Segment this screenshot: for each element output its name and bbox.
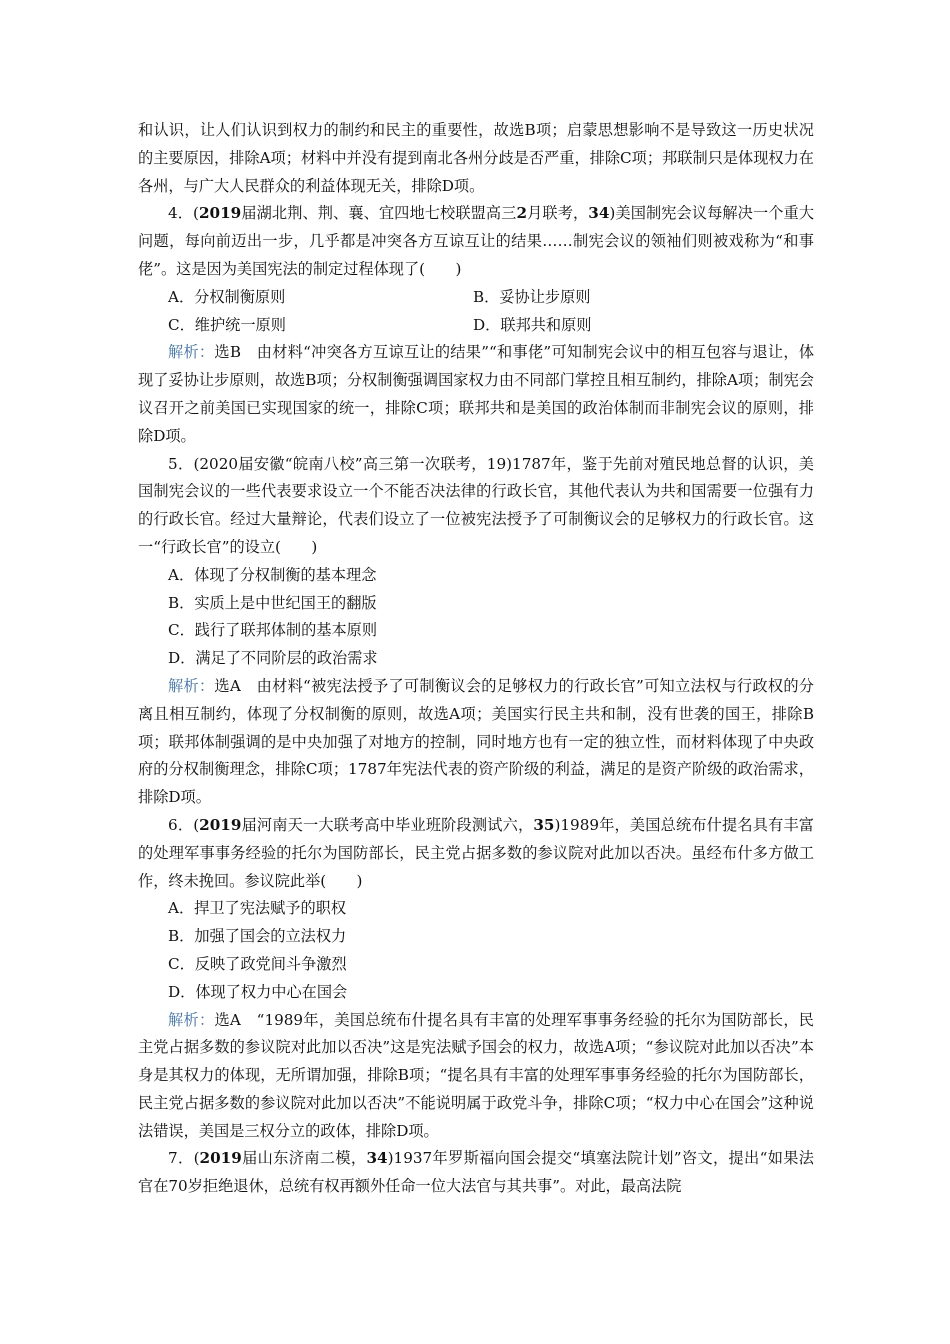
question-4-analysis: 解析：选B 由材料“冲突各方互谅互让的结果”“和事佬”可知制宪会议中的相互包容与退让，体现了妥协让步原则，故选B项；分权制衡强调国家权力由不同部门掌控且相互制约，排除A项；制宪会议召开之前美国已实现国家的统一，排除C项；联邦共和是美国的政治体制而非制宪会议的原则，排除D项。 <box>138 343 815 445</box>
analysis-label: 解析： <box>168 676 215 695</box>
question-6-option-a: A．捍卫了宪法赋予的职权 <box>168 899 347 918</box>
question-4-options-row-2 <box>138 312 814 340</box>
option-d: D．联邦共和原则 <box>473 315 592 334</box>
option-c: C．维护统一原则 <box>168 315 286 334</box>
question-5-option-a: A．体现了分权制衡的基本理念 <box>168 565 377 584</box>
analysis-label: 解析： <box>168 1010 215 1029</box>
document-body <box>138 117 814 1201</box>
analysis-label: 解析： <box>168 343 215 362</box>
question-5-option-d: D．满足了不同阶层的政治需求 <box>168 649 378 668</box>
question-6-analysis: 解析：选A “1989年，美国总统布什提名具有丰富的处理军事事务经验的托尔为国防部长，民主党占据多数的参议院对此加以否决”这是宪法赋予国会的权力，故选A项；“参议院对此加以否决”本身是其权力的体现，无所谓加强，排除B项；“提名具有丰富的处理军事事务经验的托尔为国防部长，民主党占据多数的参议院对此加以否决”不能说明属于政党斗争，排除C项；“权力中心在国会”这种说法错误，美国是三权分立的政体，排除D项。 <box>138 1010 814 1140</box>
question-5-option-c: C．践行了联邦体制的基本原则 <box>168 621 378 640</box>
question-6-option-d: D．体现了权力中心在国会 <box>168 982 348 1001</box>
question-4-stem: 4．(2019届湖北荆、荆、襄、宜四地七校联盟高三2月联考，34)美国制宪会议每解决一个重大问题，每向前迈出一步，几乎都是冲突各方互谅互让的结果……制宪会议的领袖们则被戏称为“和事佬”。这是因为美国宪法的制定过程体现了( ) <box>138 204 815 278</box>
question-5-stem: 5．(2020届安徽“皖南八校”高三第一次联考，19)1787年，鉴于先前对殖民地总督的认识，美国制宪会议的一些代表要求设立一个不能否决法律的行政长官，其他代表认为共和国需要一位强有力的行政长官。经过大量辩论，代表们设立了一位被宪法授予了可制衡议会的足够权力的行政长官。这一“行政长官”的设立( ) <box>138 454 814 556</box>
question-5-analysis: 解析：选A 由材料“被宪法授予了可制衡议会的足够权力的行政长官”可知立法权与行政权的分离且相互制约，体现了分权制衡的原则，故选A项；美国实行民主共和制，没有世袭的国王，排除B项；联邦体制强调的是中央加强了对地方的控制，同时地方也有一定的独立性，而材料体现了中央政府的分权制衡理念，排除C项；1787年宪法代表的资产阶级的利益，满足的是资产阶级的政治需求，排除D项。 <box>138 676 814 807</box>
question-6-option-b: B．加强了国会的立法权力 <box>168 927 347 946</box>
question-6-stem: 6．(2019届河南天一大联考高中毕业班阶段测试六，35)1989年，美国总统布什提名具有丰富的处理军事事务经验的托尔为国防部长，民主党占据多数的参议院对此加以否决。虽经布什多方做工作，终未挽回。参议院此举( ) <box>138 815 814 890</box>
continued-paragraph: 和认识，让人们认识到权力的制约和民主的重要性，故选B项；启蒙思想影响不是导致这一历史状况的主要原因，排除A项；材料中并没有提到南北各州分歧是否严重，排除C项；邦联制只是体现权力在各州，与广大人民群众的利益体现无关，排除D项。 <box>138 121 814 195</box>
question-5-option-b: B．实质上是中世纪国王的翻版 <box>168 593 377 612</box>
question-6-option-c: C．反映了政党间斗争激烈 <box>168 954 347 973</box>
question-7-stem: 7．(2019届山东济南二模，34)1937年罗斯福向国会提交“填塞法院计划”咨文，提出“如果法官在70岁拒绝退休，总统有权再额外任命一位大法官与其共事”。对此，最高法院 <box>138 1149 814 1196</box>
option-b: B．妥协让步原则 <box>473 287 591 306</box>
option-a: A．分权制衡原则 <box>168 287 286 306</box>
question-4-options-row-1 <box>138 284 814 312</box>
